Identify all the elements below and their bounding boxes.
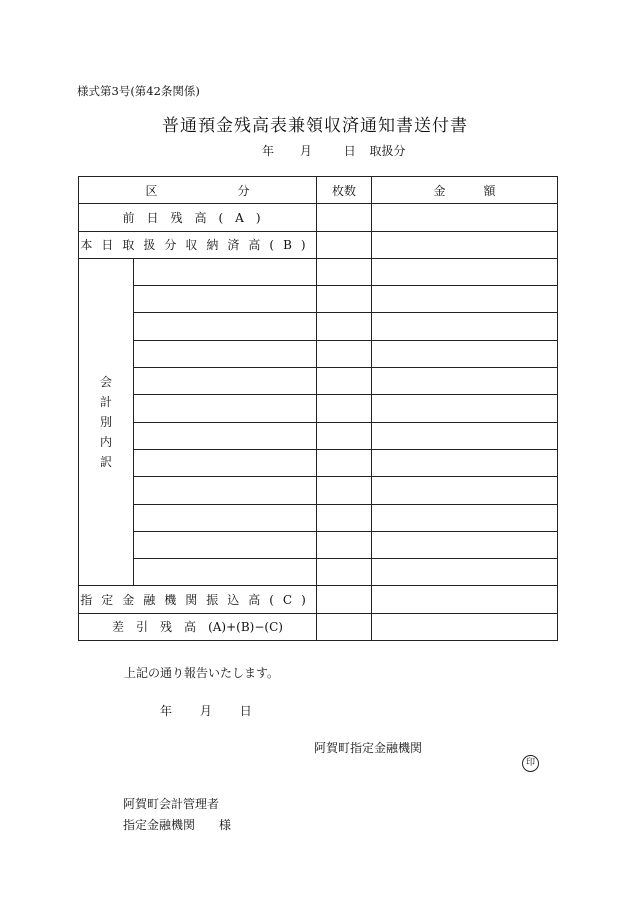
table-row-breakdown (79, 368, 558, 395)
table-row-breakdown (79, 531, 558, 558)
cell-item[interactable] (134, 258, 317, 285)
cell-amount[interactable] (372, 340, 558, 367)
cell-amount[interactable] (372, 395, 558, 422)
table-row-breakdown (79, 340, 558, 367)
table-row-designated-transfer (79, 586, 558, 613)
report-date-month: 月 (199, 704, 212, 718)
addressee-bank-label: 指定金融機関 (123, 818, 196, 832)
net-balance-label: 差引残高 (112, 620, 209, 635)
row-label-net-balance (79, 613, 317, 640)
cell-count[interactable] (317, 204, 372, 231)
cell-amount[interactable] (372, 422, 558, 449)
seal-mark: 印 (522, 755, 539, 772)
header-amount-char-1: 金 (433, 183, 446, 198)
breakdown-char-2: 計 (99, 395, 112, 410)
header-amount-char-2: 額 (483, 183, 496, 198)
cell-item[interactable] (134, 422, 317, 449)
cell-item[interactable] (134, 449, 317, 476)
cell-item[interactable] (134, 531, 317, 558)
handling-date-line (262, 142, 406, 159)
cell-amount[interactable] (372, 477, 558, 504)
cell-count[interactable] (317, 559, 372, 586)
cell-count[interactable] (317, 613, 372, 640)
cell-item[interactable] (134, 313, 317, 340)
document-title: 普通預金残高表兼領収済通知書送付書 (162, 116, 468, 136)
table-row-breakdown (79, 449, 558, 476)
date-year-label: 年 (262, 144, 275, 158)
cell-item[interactable] (134, 559, 317, 586)
breakdown-char-1: 会 (99, 375, 112, 390)
cell-amount[interactable] (372, 504, 558, 531)
date-suffix-label: 取扱分 (369, 144, 406, 158)
report-statement: 上記の通り報告いたします。 (124, 666, 280, 680)
form-number: 様式第3号(第42条関係) (77, 84, 200, 98)
report-date-line (160, 702, 252, 719)
designated-bank-name: 阿賀町指定金融機関 (314, 741, 423, 755)
cell-item[interactable] (134, 368, 317, 395)
row-label-prev-balance: 前日残高(A) (79, 204, 317, 231)
ledger-table (78, 176, 558, 641)
breakdown-label-cell (79, 258, 134, 586)
table-row-breakdown (79, 422, 558, 449)
row-label-today-received: 本日取扱分収納済高(B) (79, 231, 317, 258)
cell-count[interactable] (317, 340, 372, 367)
cell-count[interactable] (317, 395, 372, 422)
cell-amount[interactable] (372, 313, 558, 340)
cell-amount[interactable] (372, 286, 558, 313)
cell-amount[interactable] (372, 258, 558, 285)
table-row-breakdown (79, 313, 558, 340)
report-date-year: 年 (160, 704, 173, 718)
header-category-char-1: 区 (145, 183, 158, 198)
cell-count[interactable] (317, 477, 372, 504)
cell-amount[interactable] (372, 586, 558, 613)
cell-count[interactable] (317, 368, 372, 395)
cell-amount[interactable] (372, 531, 558, 558)
table-row-net-balance (79, 613, 558, 640)
cell-amount[interactable] (372, 559, 558, 586)
cell-amount[interactable] (372, 231, 558, 258)
cell-item[interactable] (134, 395, 317, 422)
cell-count[interactable] (317, 313, 372, 340)
breakdown-char-5: 訳 (99, 455, 112, 470)
addressee-accounting-manager: 阿賀町会計管理者 (123, 797, 220, 811)
table-row-prev-balance (79, 204, 558, 231)
net-balance-formula: (A)+(B)−(C) (208, 620, 283, 635)
header-category-char-2: 分 (237, 183, 250, 198)
table-row-breakdown (79, 559, 558, 586)
cell-amount[interactable] (372, 449, 558, 476)
date-month-label: 月 (299, 144, 312, 158)
table-row-today-received (79, 231, 558, 258)
header-amount (372, 177, 558, 204)
cell-count[interactable] (317, 586, 372, 613)
date-day-label: 日 (343, 144, 356, 158)
addressee-honorific: 様 (219, 818, 232, 832)
cell-count[interactable] (317, 531, 372, 558)
addressee-designated-bank (123, 816, 231, 833)
cell-amount[interactable] (372, 204, 558, 231)
breakdown-char-4: 内 (99, 435, 112, 450)
cell-count[interactable] (317, 504, 372, 531)
table-row-breakdown (79, 395, 558, 422)
cell-amount[interactable] (372, 613, 558, 640)
breakdown-char-3: 別 (99, 415, 112, 430)
cell-count[interactable] (317, 286, 372, 313)
report-date-day: 日 (239, 704, 252, 718)
cell-item[interactable] (134, 286, 317, 313)
header-category (79, 177, 317, 204)
header-count: 枚数 (317, 177, 372, 204)
table-header-row (79, 177, 558, 204)
cell-amount[interactable] (372, 368, 558, 395)
table-row-breakdown (79, 504, 558, 531)
table-row-breakdown (79, 258, 558, 285)
row-label-designated-transfer: 指定金融機関振込高(C) (79, 586, 317, 613)
cell-count[interactable] (317, 422, 372, 449)
cell-item[interactable] (134, 504, 317, 531)
cell-item[interactable] (134, 477, 317, 504)
cell-item[interactable] (134, 340, 317, 367)
table-row-breakdown (79, 477, 558, 504)
cell-count[interactable] (317, 449, 372, 476)
cell-count[interactable] (317, 258, 372, 285)
cell-count[interactable] (317, 231, 372, 258)
table-row-breakdown (79, 286, 558, 313)
